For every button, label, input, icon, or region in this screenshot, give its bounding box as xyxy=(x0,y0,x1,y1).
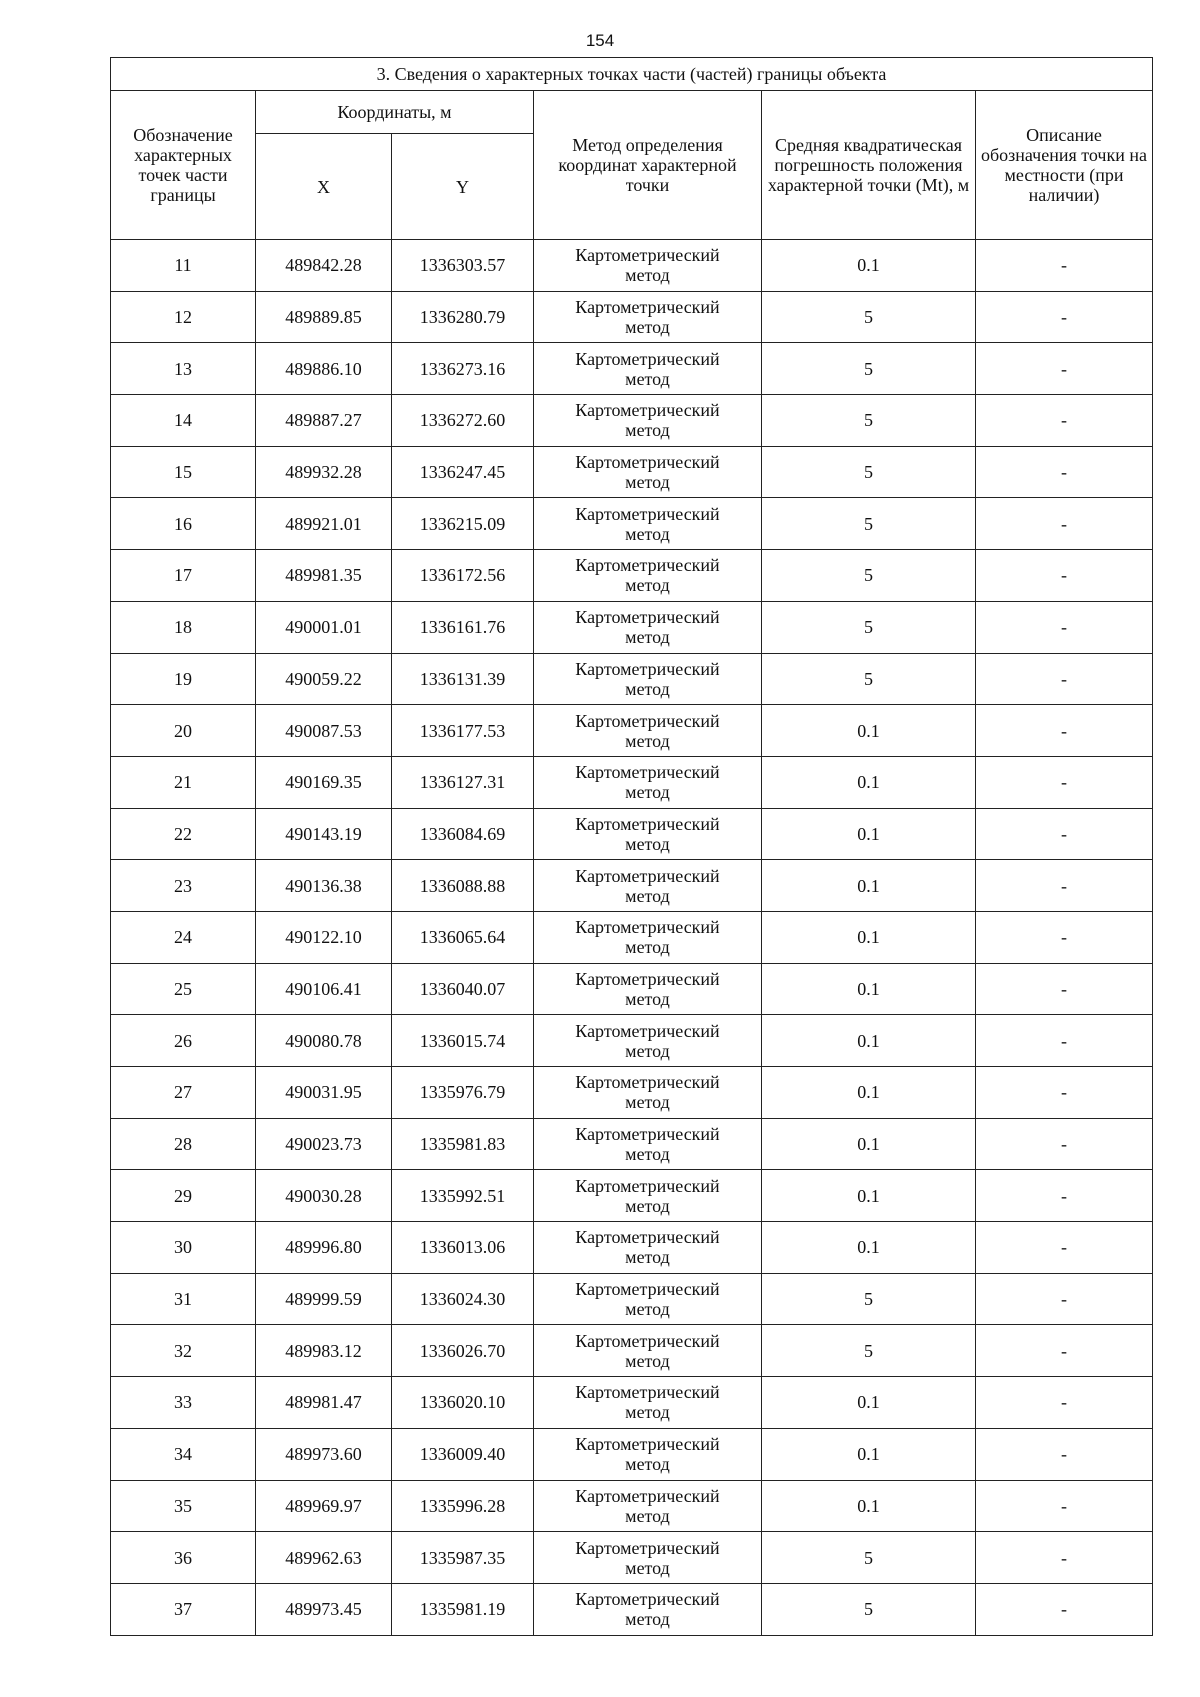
coord-x: 489886.10 xyxy=(256,343,392,395)
method-line-2: метод xyxy=(625,1092,670,1113)
method-cell xyxy=(534,653,762,705)
point-description: - xyxy=(976,550,1153,602)
accuracy-mt: 0.1 xyxy=(762,1480,976,1532)
point-number: 20 xyxy=(111,705,256,757)
point-number: 30 xyxy=(111,1222,256,1274)
accuracy-mt: 5 xyxy=(762,601,976,653)
coord-y: 1336015.74 xyxy=(392,1015,534,1067)
coord-y: 1336020.10 xyxy=(392,1377,534,1429)
method-cell xyxy=(534,1325,762,1377)
accuracy-mt: 0.1 xyxy=(762,1118,976,1170)
method-line-1: Картометрический xyxy=(575,1330,720,1351)
point-description: - xyxy=(976,1067,1153,1119)
method-line-2: метод xyxy=(625,575,670,596)
coord-x: 490136.38 xyxy=(256,860,392,912)
point-number: 18 xyxy=(111,601,256,653)
point-description: - xyxy=(976,911,1153,963)
coord-x: 490030.28 xyxy=(256,1170,392,1222)
coord-y: 1336280.79 xyxy=(392,291,534,343)
point-description: - xyxy=(976,1015,1153,1067)
method-line-2: метод xyxy=(625,1454,670,1475)
table-row xyxy=(111,1015,1153,1067)
coord-x: 489996.80 xyxy=(256,1222,392,1274)
header-description: Описание обозначения точки на местности (при наличии) xyxy=(976,91,1153,240)
table-row xyxy=(111,550,1153,602)
method-line-1: Картометрический xyxy=(575,503,720,524)
accuracy-mt: 0.1 xyxy=(762,1015,976,1067)
method-line-2: метод xyxy=(625,1505,670,1526)
coord-x: 490087.53 xyxy=(256,705,392,757)
coord-x: 489887.27 xyxy=(256,395,392,447)
point-description: - xyxy=(976,653,1153,705)
point-description: - xyxy=(976,756,1153,808)
point-description: - xyxy=(976,1170,1153,1222)
method-cell xyxy=(534,756,762,808)
point-description: - xyxy=(976,1428,1153,1480)
coord-y: 1336024.30 xyxy=(392,1273,534,1325)
method-line-2: метод xyxy=(625,1144,670,1165)
table-row xyxy=(111,1583,1153,1635)
table-row xyxy=(111,653,1153,705)
table-row xyxy=(111,1222,1153,1274)
method-line-1: Картометрический xyxy=(575,1382,720,1403)
page-number: 154 xyxy=(585,31,615,50)
method-line-2: метод xyxy=(625,523,670,544)
point-number: 12 xyxy=(111,291,256,343)
point-description: - xyxy=(976,240,1153,292)
method-line-2: метод xyxy=(625,627,670,648)
method-cell xyxy=(534,1222,762,1274)
table-row xyxy=(111,1532,1153,1584)
accuracy-mt: 5 xyxy=(762,1325,976,1377)
method-line-1: Картометрический xyxy=(575,1589,720,1610)
method-line-2: метод xyxy=(625,1350,670,1371)
table-row xyxy=(111,911,1153,963)
coord-x: 490169.35 xyxy=(256,756,392,808)
method-cell xyxy=(534,808,762,860)
coord-y: 1336013.06 xyxy=(392,1222,534,1274)
point-description: - xyxy=(976,498,1153,550)
coord-x: 490023.73 xyxy=(256,1118,392,1170)
point-number: 17 xyxy=(111,550,256,602)
accuracy-mt: 0.1 xyxy=(762,1222,976,1274)
coord-y: 1336177.53 xyxy=(392,705,534,757)
method-line-1: Картометрический xyxy=(575,1485,720,1506)
coord-y: 1336084.69 xyxy=(392,808,534,860)
header-coordinates: Координаты, м xyxy=(256,91,534,134)
method-cell xyxy=(534,601,762,653)
table-row xyxy=(111,808,1153,860)
point-description: - xyxy=(976,1480,1153,1532)
table-row xyxy=(111,343,1153,395)
table-row xyxy=(111,1480,1153,1532)
method-line-1: Картометрический xyxy=(575,710,720,731)
point-number: 32 xyxy=(111,1325,256,1377)
point-description: - xyxy=(976,705,1153,757)
point-description: - xyxy=(976,1583,1153,1635)
method-line-2: метод xyxy=(625,1402,670,1423)
method-line-2: метод xyxy=(625,1040,670,1061)
method-cell xyxy=(534,860,762,912)
coord-x: 489932.28 xyxy=(256,446,392,498)
table-row xyxy=(111,601,1153,653)
point-description: - xyxy=(976,1377,1153,1429)
method-cell xyxy=(534,1118,762,1170)
method-line-2: метод xyxy=(625,833,670,854)
method-line-1: Картометрический xyxy=(575,813,720,834)
point-number: 37 xyxy=(111,1583,256,1635)
method-cell xyxy=(534,705,762,757)
method-line-1: Картометрический xyxy=(575,452,720,473)
coord-x: 489842.28 xyxy=(256,240,392,292)
method-line-1: Картометрический xyxy=(575,1227,720,1248)
header-y: Y xyxy=(392,134,534,240)
method-line-2: метод xyxy=(625,317,670,338)
method-cell xyxy=(534,1532,762,1584)
coord-y: 1335987.35 xyxy=(392,1532,534,1584)
accuracy-mt: 5 xyxy=(762,1532,976,1584)
method-line-2: метод xyxy=(625,1195,670,1216)
point-number: 33 xyxy=(111,1377,256,1429)
coord-y: 1335981.83 xyxy=(392,1118,534,1170)
method-cell xyxy=(534,1273,762,1325)
coord-x: 490106.41 xyxy=(256,963,392,1015)
method-line-2: метод xyxy=(625,678,670,699)
method-line-1: Картометрический xyxy=(575,968,720,989)
accuracy-mt: 0.1 xyxy=(762,1428,976,1480)
point-description: - xyxy=(976,291,1153,343)
table-row xyxy=(111,395,1153,447)
method-cell xyxy=(534,1428,762,1480)
method-line-1: Картометрический xyxy=(575,1020,720,1041)
accuracy-mt: 0.1 xyxy=(762,705,976,757)
table-row xyxy=(111,860,1153,912)
accuracy-mt: 5 xyxy=(762,343,976,395)
accuracy-mt: 0.1 xyxy=(762,1377,976,1429)
coord-x: 489973.60 xyxy=(256,1428,392,1480)
point-number: 21 xyxy=(111,756,256,808)
point-number: 14 xyxy=(111,395,256,447)
accuracy-mt: 0.1 xyxy=(762,240,976,292)
coord-y: 1336040.07 xyxy=(392,963,534,1015)
point-number: 15 xyxy=(111,446,256,498)
coord-y: 1336131.39 xyxy=(392,653,534,705)
coord-y: 1336172.56 xyxy=(392,550,534,602)
method-cell xyxy=(534,291,762,343)
accuracy-mt: 0.1 xyxy=(762,1170,976,1222)
accuracy-mt: 5 xyxy=(762,1583,976,1635)
method-line-2: метод xyxy=(625,1609,670,1630)
table-row xyxy=(111,446,1153,498)
coord-y: 1336161.76 xyxy=(392,601,534,653)
point-description: - xyxy=(976,963,1153,1015)
method-cell xyxy=(534,395,762,447)
coord-y: 1336026.70 xyxy=(392,1325,534,1377)
coord-y: 1336272.60 xyxy=(392,395,534,447)
coord-y: 1336065.64 xyxy=(392,911,534,963)
table-row xyxy=(111,1118,1153,1170)
method-line-1: Картометрический xyxy=(575,1434,720,1455)
method-cell xyxy=(534,1583,762,1635)
accuracy-mt: 0.1 xyxy=(762,756,976,808)
accuracy-mt: 5 xyxy=(762,395,976,447)
table-row xyxy=(111,291,1153,343)
point-number: 26 xyxy=(111,1015,256,1067)
table-row xyxy=(111,756,1153,808)
point-description: - xyxy=(976,1273,1153,1325)
point-description: - xyxy=(976,1532,1153,1584)
method-line-2: метод xyxy=(625,265,670,286)
point-number: 11 xyxy=(111,240,256,292)
method-line-1: Картометрический xyxy=(575,555,720,576)
coord-y: 1335981.19 xyxy=(392,1583,534,1635)
coord-y: 1336247.45 xyxy=(392,446,534,498)
coord-x: 489981.35 xyxy=(256,550,392,602)
coord-x: 489969.97 xyxy=(256,1480,392,1532)
point-number: 16 xyxy=(111,498,256,550)
method-line-1: Картометрический xyxy=(575,1175,720,1196)
point-number: 13 xyxy=(111,343,256,395)
point-description: - xyxy=(976,395,1153,447)
coord-x: 490031.95 xyxy=(256,1067,392,1119)
accuracy-mt: 0.1 xyxy=(762,911,976,963)
point-description: - xyxy=(976,1222,1153,1274)
method-line-1: Картометрический xyxy=(575,348,720,369)
accuracy-mt: 5 xyxy=(762,291,976,343)
method-line-1: Картометрический xyxy=(575,917,720,938)
header-method: Метод определения координат характерной точки xyxy=(534,91,762,240)
method-line-2: метод xyxy=(625,730,670,751)
point-number: 36 xyxy=(111,1532,256,1584)
accuracy-mt: 5 xyxy=(762,498,976,550)
accuracy-mt: 0.1 xyxy=(762,963,976,1015)
accuracy-mt: 0.1 xyxy=(762,860,976,912)
method-line-2: метод xyxy=(625,988,670,1009)
coord-x: 489981.47 xyxy=(256,1377,392,1429)
method-cell xyxy=(534,498,762,550)
table-row xyxy=(111,1273,1153,1325)
boundary-points-table xyxy=(110,57,1153,1636)
accuracy-mt: 0.1 xyxy=(762,1067,976,1119)
method-line-2: метод xyxy=(625,420,670,441)
method-line-1: Картометрический xyxy=(575,245,720,266)
table-row xyxy=(111,963,1153,1015)
point-description: - xyxy=(976,860,1153,912)
coord-x: 490122.10 xyxy=(256,911,392,963)
coord-x: 489921.01 xyxy=(256,498,392,550)
coord-x: 490080.78 xyxy=(256,1015,392,1067)
header-x: X xyxy=(256,134,392,240)
method-cell xyxy=(534,911,762,963)
method-cell xyxy=(534,1480,762,1532)
table-row xyxy=(111,705,1153,757)
method-cell xyxy=(534,963,762,1015)
method-line-2: метод xyxy=(625,368,670,389)
accuracy-mt: 5 xyxy=(762,446,976,498)
table-caption: 3. Сведения о характерных точках части (частей) границы объекта xyxy=(111,58,1153,91)
coord-y: 1336303.57 xyxy=(392,240,534,292)
coord-y: 1335996.28 xyxy=(392,1480,534,1532)
accuracy-mt: 5 xyxy=(762,1273,976,1325)
method-line-2: метод xyxy=(625,1557,670,1578)
point-description: - xyxy=(976,343,1153,395)
point-number: 35 xyxy=(111,1480,256,1532)
method-line-1: Картометрический xyxy=(575,1072,720,1093)
table-row xyxy=(111,1325,1153,1377)
table-row xyxy=(111,1067,1153,1119)
method-line-2: метод xyxy=(625,1299,670,1320)
method-line-2: метод xyxy=(625,472,670,493)
coord-y: 1336215.09 xyxy=(392,498,534,550)
table-row xyxy=(111,1170,1153,1222)
method-line-2: метод xyxy=(625,782,670,803)
accuracy-mt: 0.1 xyxy=(762,808,976,860)
header-accuracy: Средняя квадратическая погрешность положения характерной точки (Mt), м xyxy=(762,91,976,240)
point-number: 23 xyxy=(111,860,256,912)
point-description: - xyxy=(976,808,1153,860)
method-line-1: Картометрический xyxy=(575,607,720,628)
coord-x: 489973.45 xyxy=(256,1583,392,1635)
point-number: 34 xyxy=(111,1428,256,1480)
coord-y: 1336127.31 xyxy=(392,756,534,808)
point-number: 29 xyxy=(111,1170,256,1222)
accuracy-mt: 5 xyxy=(762,550,976,602)
method-line-1: Картометрический xyxy=(575,297,720,318)
method-line-2: метод xyxy=(625,885,670,906)
coord-x: 489889.85 xyxy=(256,291,392,343)
coord-y: 1336009.40 xyxy=(392,1428,534,1480)
method-line-1: Картометрический xyxy=(575,1124,720,1145)
method-cell xyxy=(534,1015,762,1067)
coord-x: 489983.12 xyxy=(256,1325,392,1377)
method-line-1: Картометрический xyxy=(575,400,720,421)
point-number: 31 xyxy=(111,1273,256,1325)
coord-x: 490143.19 xyxy=(256,808,392,860)
table-row xyxy=(111,1428,1153,1480)
accuracy-mt: 5 xyxy=(762,653,976,705)
coord-y: 1336088.88 xyxy=(392,860,534,912)
method-line-1: Картометрический xyxy=(575,658,720,679)
method-cell xyxy=(534,240,762,292)
method-cell xyxy=(534,446,762,498)
method-cell xyxy=(534,1377,762,1429)
point-number: 28 xyxy=(111,1118,256,1170)
method-line-1: Картометрический xyxy=(575,1279,720,1300)
method-line-1: Картометрический xyxy=(575,1537,720,1558)
point-description: - xyxy=(976,1118,1153,1170)
table-row xyxy=(111,498,1153,550)
coord-x: 489962.63 xyxy=(256,1532,392,1584)
coord-x: 489999.59 xyxy=(256,1273,392,1325)
method-line-1: Картометрический xyxy=(575,865,720,886)
method-line-2: метод xyxy=(625,1247,670,1268)
point-description: - xyxy=(976,446,1153,498)
point-description: - xyxy=(976,1325,1153,1377)
method-cell xyxy=(534,550,762,602)
point-description: - xyxy=(976,601,1153,653)
method-line-2: метод xyxy=(625,937,670,958)
header-designation: Обозначение характерных точек части границы xyxy=(111,91,256,240)
method-cell xyxy=(534,343,762,395)
point-number: 24 xyxy=(111,911,256,963)
coord-x: 490001.01 xyxy=(256,601,392,653)
coord-x: 490059.22 xyxy=(256,653,392,705)
method-cell xyxy=(534,1170,762,1222)
table-row xyxy=(111,1377,1153,1429)
point-number: 27 xyxy=(111,1067,256,1119)
coord-y: 1335976.79 xyxy=(392,1067,534,1119)
method-line-1: Картометрический xyxy=(575,762,720,783)
method-cell xyxy=(534,1067,762,1119)
point-number: 19 xyxy=(111,653,256,705)
coord-y: 1336273.16 xyxy=(392,343,534,395)
table-row xyxy=(111,240,1153,292)
point-number: 22 xyxy=(111,808,256,860)
point-number: 25 xyxy=(111,963,256,1015)
coord-y: 1335992.51 xyxy=(392,1170,534,1222)
